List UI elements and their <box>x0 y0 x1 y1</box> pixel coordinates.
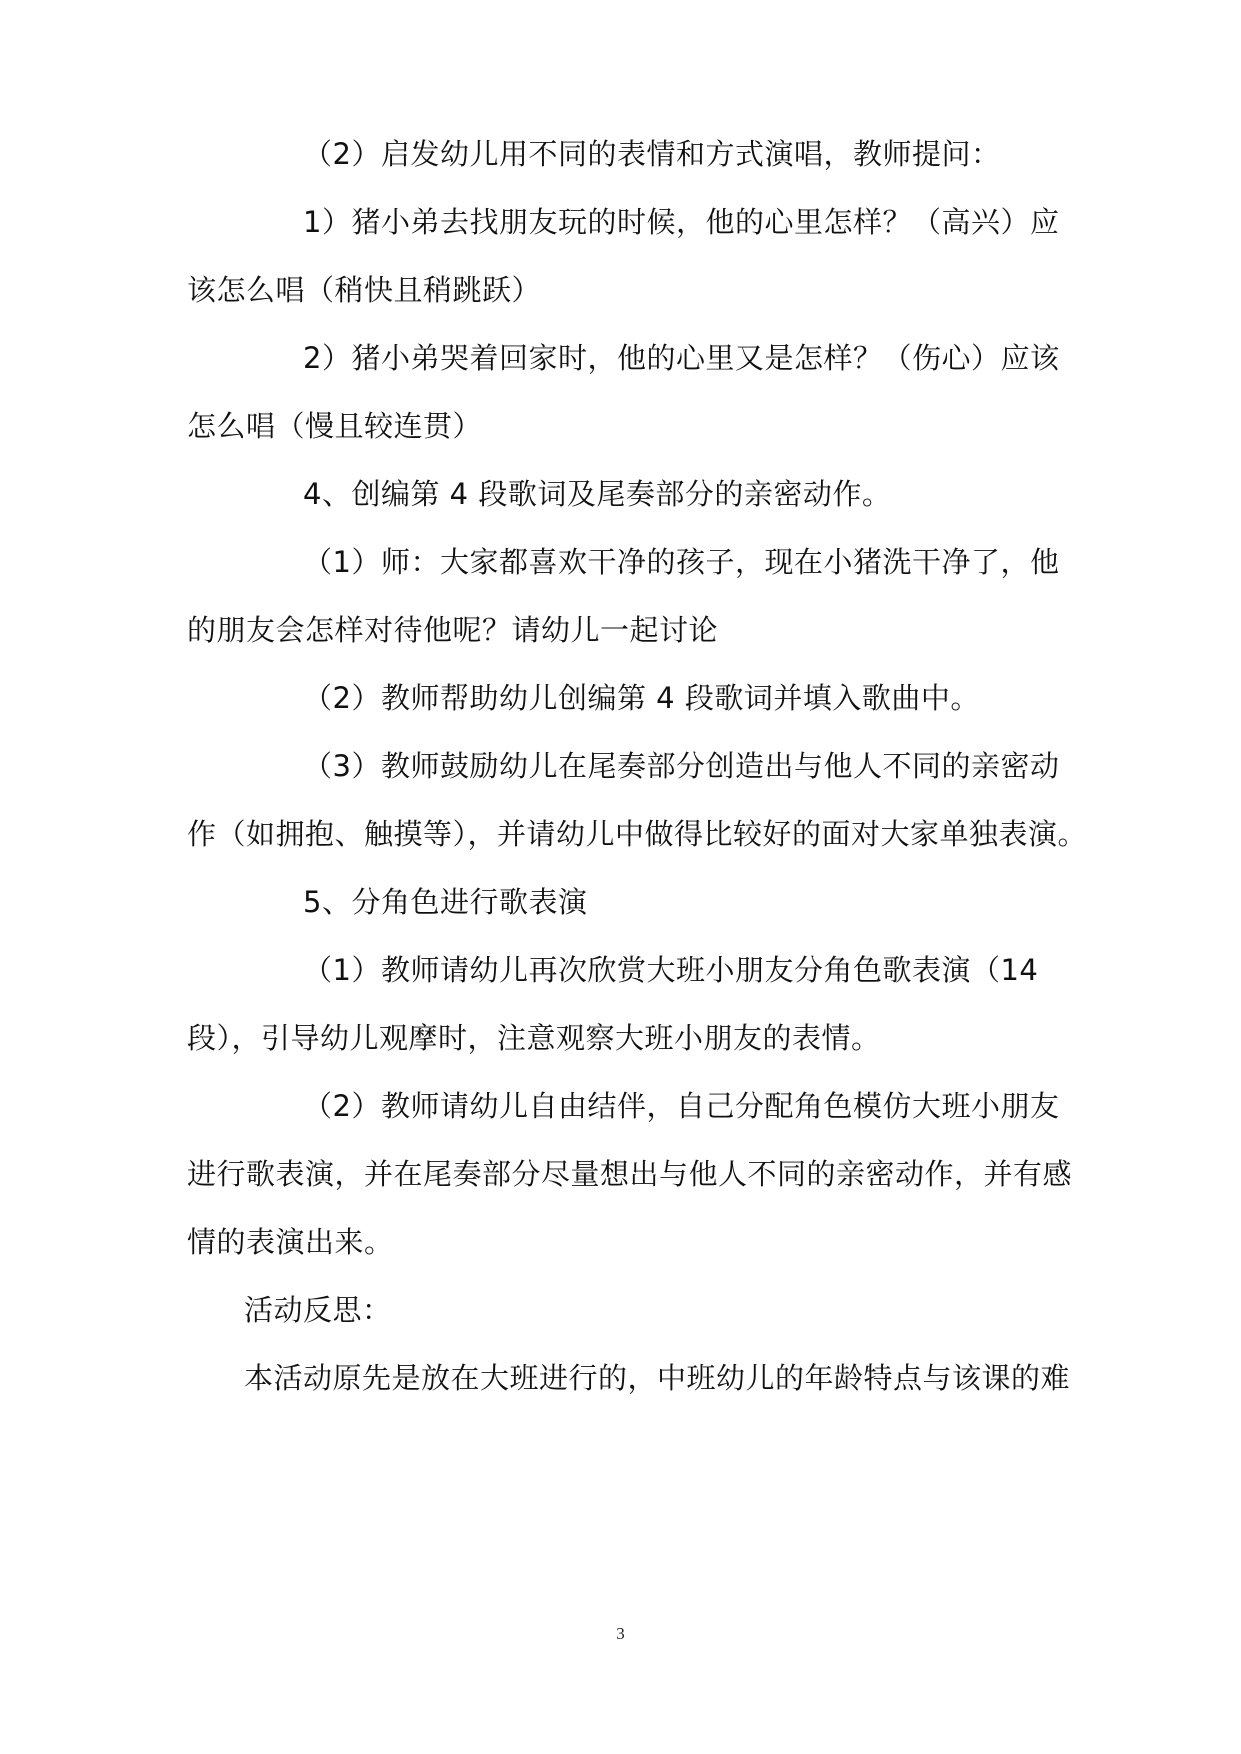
paragraph-line: 该怎么唱（稍快且稍跳跃） <box>187 273 542 307</box>
paragraph-line: （2）教师请幼儿自由结伴，自己分配角色模仿大班小朋友 <box>303 1089 1060 1123</box>
paragraph-line: 本活动原先是放在大班进行的，中班幼儿的年龄特点与该课的难 <box>244 1361 1071 1395</box>
paragraph-line: （1）师：大家都喜欢干净的孩子，现在小猪洗干净了，他 <box>303 545 1060 579</box>
paragraph-line: （1）教师请幼儿再次欣赏大班小朋友分角色歌表演（14 <box>303 953 1039 987</box>
paragraph-line: 1）猪小弟去找朋友玩的时候，他的心里怎样？（高兴）应 <box>303 205 1060 239</box>
section-heading: 5、分角色进行歌表演 <box>303 885 588 919</box>
paragraph-line: 情的表演出来。 <box>187 1225 394 1259</box>
paragraph-line: 怎么唱（慢且较连贯） <box>187 409 483 443</box>
paragraph-line: （2）启发幼儿用不同的表情和方式演唱，教师提问： <box>303 137 1001 171</box>
page-number: 3 <box>616 1624 625 1643</box>
paragraph-line: 的朋友会怎样对待他呢？请幼儿一起讨论 <box>187 613 719 647</box>
section-heading: 4、创编第 4 段歌词及尾奏部分的亲密动作。 <box>303 477 892 511</box>
paragraph-line: （2）教师帮助幼儿创编第 4 段歌词并填入歌曲中。 <box>303 681 980 715</box>
paragraph-line: 进行歌表演，并在尾奏部分尽量想出与他人不同的亲密动作，并有感 <box>187 1157 1073 1191</box>
paragraph-line: 2）猪小弟哭着回家时，他的心里又是怎样？（伤心）应该 <box>303 341 1060 375</box>
paragraph-line: （3）教师鼓励幼儿在尾奏部分创造出与他人不同的亲密动 <box>303 749 1060 783</box>
paragraph-line: 段），引导幼儿观摩时，注意观察大班小朋友的表情。 <box>187 1021 881 1055</box>
paragraph-line: 作（如拥抱、触摸等），并请幼儿中做得比较好的面对大家单独表演。 <box>187 817 1088 851</box>
section-heading: 活动反思： <box>244 1293 392 1327</box>
